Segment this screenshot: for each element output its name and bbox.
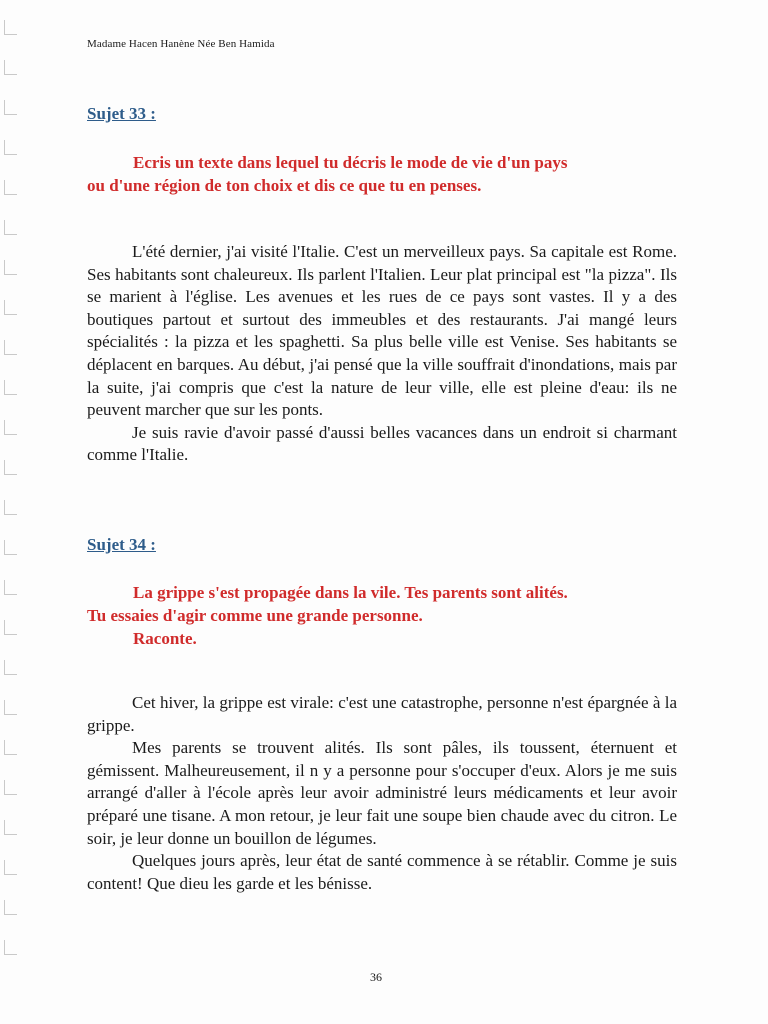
margin-mark — [4, 940, 17, 955]
sujet-34-heading: Sujet 34 : — [87, 535, 156, 554]
margin-mark — [4, 420, 17, 435]
margin-mark — [4, 300, 17, 315]
margin-mark — [4, 700, 17, 715]
paragraph: Mes parents se trouvent alités. Ils sont pâles, ils toussent, éternuent et gémissent. Malheureusement, il n y a personne pour s'occuper d'eux. Alors je me suis arrangé d'aller à l'école après leur avoir administré leurs médicaments et leur avoir préparé une tisane. A mon retour, je leur fait une soupe bien chaude avec du citron. Le soir, je leur donne un bouillon de légumes. — [87, 738, 677, 848]
margin-mark — [4, 140, 17, 155]
sujet-33-prompt — [87, 151, 687, 197]
page-number: 36 — [370, 970, 382, 984]
margin-mark — [4, 620, 17, 635]
margin-mark — [4, 780, 17, 795]
margin-mark — [4, 500, 17, 515]
margin-mark — [4, 340, 17, 355]
margin-mark — [4, 100, 17, 115]
margin-mark — [4, 580, 17, 595]
paragraph: Cet hiver, la grippe est virale: c'est une catastrophe, personne n'est épargnée à la grippe. — [87, 693, 677, 735]
prompt-text: Raconte. — [133, 629, 197, 648]
sujet-34-prompt — [87, 581, 687, 650]
prompt-line — [87, 581, 687, 604]
margin-mark — [4, 260, 17, 275]
margin-mark — [4, 220, 17, 235]
margin-mark — [4, 540, 17, 555]
margin-mark — [4, 60, 17, 75]
sujet-33-answer — [87, 241, 677, 467]
sujet-34-answer — [87, 692, 677, 895]
margin-mark — [4, 900, 17, 915]
binding-margin-marks — [4, 20, 18, 980]
prompt-line: Tu essaies d'agir comme une grande personne. — [87, 606, 423, 625]
margin-mark — [4, 180, 17, 195]
paragraph: Quelques jours après, leur état de santé commence à se rétablir. Comme je suis content! Que dieu les garde et les bénisse. — [87, 851, 677, 893]
prompt-text: La grippe s'est propagée dans la vile. Tes parents sont alités. — [133, 583, 568, 602]
margin-mark — [4, 460, 17, 475]
prompt-line: ou d'une région de ton choix et dis ce que tu en penses. — [87, 176, 482, 195]
page-header-author: Madame Hacen Hanène Née Ben Hamida — [87, 38, 275, 50]
sujet-33-heading: Sujet 33 : — [87, 104, 156, 123]
margin-mark — [4, 660, 17, 675]
margin-mark — [4, 860, 17, 875]
paragraph: L'été dernier, j'ai visité l'Italie. C'est un merveilleux pays. Sa capitale est Rome. Ses habitants sont chaleureux. Ils parlent l'Italien. Leur plat principal est "la pizza". Ils se marient à l'église. Les avenues et les rues de ce pays sont vastes. Il y a des boutiques partout et surtout des immeubles et des restaurants. J'ai mangé leurs spécialités : la pizza et les spaghetti. Sa plus belle ville est Venise. Ses habitants se déplacent en barques. Au début, j'ai pensé que la ville souffrait d'inondations, mais par la suite, j'ai compris que c'est la nature de leur ville, elle est pleine d'eau: ils ne peuvent marcher que sur les ponts. — [87, 242, 677, 420]
paragraph: Je suis ravie d'avoir passé d'aussi belles vacances dans un endroit si charmant comme l'Italie. — [87, 422, 677, 465]
margin-mark — [4, 380, 17, 395]
prompt-line — [87, 627, 687, 650]
prompt-text: Ecris un texte dans lequel tu décris le mode de vie d'un pays — [133, 153, 568, 172]
margin-mark — [4, 20, 17, 35]
prompt-line — [87, 151, 687, 174]
margin-mark — [4, 820, 17, 835]
margin-mark — [4, 740, 17, 755]
